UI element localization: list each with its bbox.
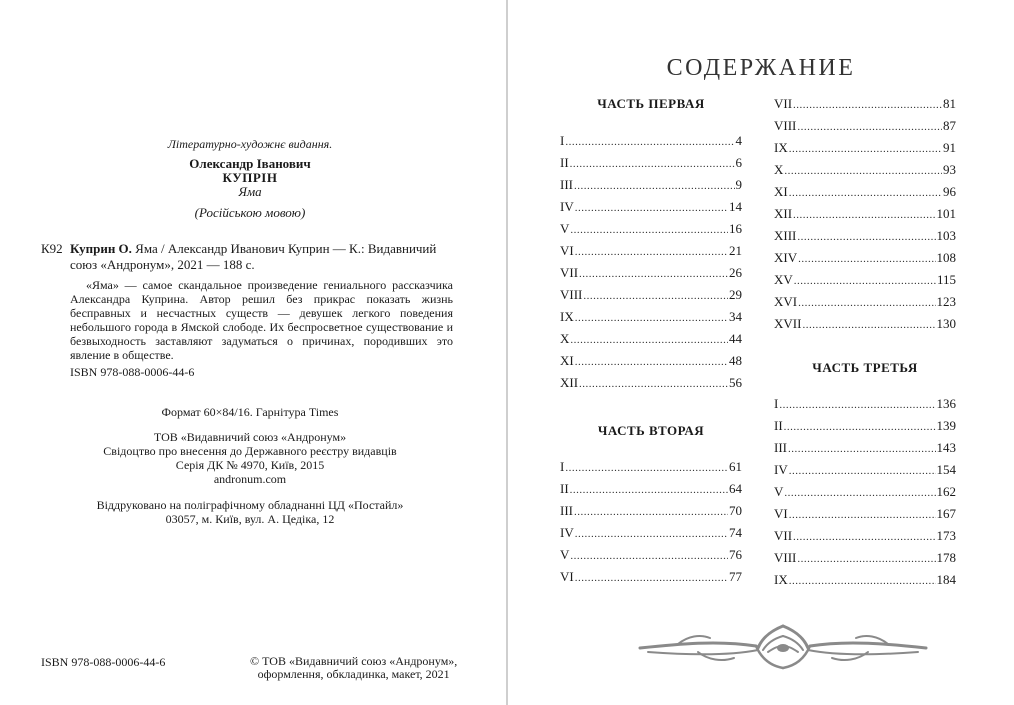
toc-entry (774, 225, 956, 247)
toc-entry (774, 159, 956, 181)
dot-leader (570, 479, 728, 501)
toc-entry (560, 544, 742, 566)
page-number: 6 (735, 155, 742, 170)
page-number: 74 (729, 525, 742, 540)
page-number: 139 (936, 418, 956, 433)
page-number: 76 (729, 547, 742, 562)
chapter-number: VI (774, 506, 788, 521)
dot-leader (797, 116, 942, 138)
dot-leader (565, 131, 734, 153)
toc-entry (774, 525, 956, 547)
genre-line: Літературно-художнє видання. (167, 137, 333, 151)
page-number: 91 (943, 140, 956, 155)
dot-leader (570, 219, 728, 241)
dot-leader (789, 138, 942, 160)
publisher-website: andronum.com (213, 472, 287, 486)
dot-leader (797, 548, 935, 570)
chapter-number: XVII (774, 316, 802, 331)
format-line: Формат 60×84/16. Гарнітура Times (161, 405, 339, 419)
chapter-number: VII (560, 265, 579, 280)
toc-entry (560, 350, 742, 372)
toc-entry (774, 203, 956, 225)
chapter-number: IX (774, 140, 788, 155)
toc-entry (774, 137, 956, 159)
dot-leader (784, 160, 942, 182)
chapter-number: VII (774, 528, 793, 543)
book-title: Яма (238, 184, 262, 199)
toc-entry (774, 393, 956, 415)
toc-entry (774, 291, 956, 313)
dot-leader (794, 270, 936, 292)
publisher-block (60, 430, 440, 486)
copyright-line: оформлення, обкладинка, макет, 2021 (257, 667, 450, 681)
page-number: 130 (936, 316, 956, 331)
page-number: 26 (729, 265, 742, 280)
chapter-number: IV (774, 462, 788, 477)
page-number: 108 (936, 250, 956, 265)
chapter-number: X (774, 162, 784, 177)
page-number: 115 (936, 272, 956, 287)
toc-entry (774, 181, 956, 203)
chapter-number: VI (560, 569, 574, 584)
toc-entry (560, 566, 742, 588)
page-number: 16 (729, 221, 742, 236)
isbn-bottom: ISBN 978-088-0006-44-6 (41, 655, 166, 669)
book-annotation: «Яма» — самое скандальное произведение гениального рассказчика Александра Куприна. Автор решил без прикрас показать жизнь бесправных и несчастных существ — девушек легкого поведения небольшого города в Ямской слободе. Их беспросветное существование и безвыходность заставляют задуматься о причинах, породивших это явление в обществе. (70, 278, 453, 362)
part-one-title: ЧАСТЬ ПЕРВАЯ (597, 96, 705, 111)
chapter-number: XI (774, 184, 788, 199)
toc-entry (560, 196, 742, 218)
dot-leader (570, 545, 728, 567)
page-number: 87 (943, 118, 956, 133)
dot-leader (793, 526, 935, 548)
toc-entry (560, 372, 742, 394)
chapter-number: IX (560, 309, 574, 324)
chapter-number: XV (774, 272, 793, 287)
page-number: 123 (936, 294, 956, 309)
dot-leader (575, 523, 728, 545)
page-number: 48 (729, 353, 742, 368)
printer-line: Віддруковано на поліграфічному обладнанні ЦД «Постайл» (96, 498, 404, 512)
page-number: 14 (729, 199, 742, 214)
chapter-number: III (774, 440, 787, 455)
chapter-number: XII (560, 375, 579, 390)
chapter-number: I (774, 396, 779, 411)
part-three-title: ЧАСТЬ ТРЕТЬЯ (812, 360, 918, 375)
page-number: 34 (729, 309, 742, 324)
chapter-number: XI (560, 353, 574, 368)
page-number: 178 (936, 550, 956, 565)
page-number: 44 (729, 331, 742, 346)
page-number: 81 (943, 96, 956, 111)
dot-leader (575, 307, 728, 329)
page-number: 4 (735, 133, 742, 148)
flourish-ornament-icon (638, 622, 928, 672)
toc-entry (560, 262, 742, 284)
chapter-number: III (560, 177, 573, 192)
toc-entry (560, 478, 742, 500)
toc-entry (774, 459, 956, 481)
chapter-number: XIII (774, 228, 797, 243)
page-number: 154 (936, 462, 956, 477)
chapter-number: IX (774, 572, 788, 587)
dot-leader (570, 153, 735, 175)
chapter-number: VIII (774, 118, 797, 133)
chapter-number: II (560, 481, 569, 496)
toc-entry (560, 174, 742, 196)
bibliographic-record (70, 241, 452, 273)
page-number: 29 (729, 287, 742, 302)
dot-leader (575, 351, 728, 373)
toc-entry (560, 130, 742, 152)
dot-leader (789, 460, 936, 482)
printer-block (60, 498, 440, 526)
toc-entry (774, 115, 956, 137)
ornament-center-dot (777, 644, 789, 652)
page-number: 103 (936, 228, 956, 243)
dot-leader (565, 457, 728, 479)
chapter-number: III (560, 503, 573, 518)
toc-entry (774, 269, 956, 291)
chapter-number: V (560, 547, 570, 562)
bibliographic-text: Яма / Александр Иванович Куприн — К.: Видавничий союз «Андронум», 2021 — 188 с. (70, 241, 437, 272)
toc-entry (560, 328, 742, 350)
dot-leader (789, 570, 936, 592)
toc-entry (560, 240, 742, 262)
page-number: 162 (936, 484, 956, 499)
dot-leader (575, 241, 728, 263)
chapter-number: I (560, 459, 565, 474)
dot-leader (570, 329, 728, 351)
chapter-number: XVI (774, 294, 798, 309)
dot-leader (798, 292, 935, 314)
toc-entry (774, 415, 956, 437)
dot-leader (575, 567, 728, 589)
chapter-number: IV (560, 525, 574, 540)
toc-entry (774, 437, 956, 459)
page-number: 21 (729, 243, 742, 258)
chapter-number: IV (560, 199, 574, 214)
author-name: Олександр Іванович (189, 156, 311, 171)
toc-entry (774, 547, 956, 569)
toc-entry (560, 522, 742, 544)
toc-entry (560, 456, 742, 478)
toc-entry (774, 481, 956, 503)
chapter-number: XII (774, 206, 793, 221)
dot-leader (574, 175, 735, 197)
toc-entry (774, 503, 956, 525)
isbn-line: ISBN 978-088-0006-44-6 (70, 365, 195, 379)
page-number: 70 (729, 503, 742, 518)
page-number: 9 (735, 177, 742, 192)
imprint-page (0, 0, 506, 705)
page-number: 96 (943, 184, 956, 199)
page-number: 143 (936, 440, 956, 455)
chapter-number: X (560, 331, 570, 346)
page-number: 64 (729, 481, 742, 496)
page-number: 93 (943, 162, 956, 177)
chapter-number: V (774, 484, 784, 499)
dot-leader (798, 248, 935, 270)
publisher-line: Серія ДК № 4970, Київ, 2015 (175, 458, 325, 472)
dot-leader (793, 204, 935, 226)
chapter-number: XIV (774, 250, 798, 265)
chapter-number: VIII (774, 550, 797, 565)
toc-entry (560, 218, 742, 240)
chapter-number: II (774, 418, 783, 433)
part-two-list-continued (774, 93, 956, 335)
dot-leader (579, 373, 728, 395)
page-number: 173 (936, 528, 956, 543)
dot-leader (574, 501, 728, 523)
chapter-number: V (560, 221, 570, 236)
chapter-number: VIII (560, 287, 583, 302)
contents-page (508, 0, 1014, 705)
chapter-number: VII (774, 96, 793, 111)
publisher-line: ТОВ «Видавничий союз «Андронум» (153, 430, 347, 444)
dot-leader (779, 394, 935, 416)
toc-entry (560, 306, 742, 328)
dot-leader (793, 94, 942, 116)
bibliographic-lead: Куприн О. (70, 241, 132, 256)
dot-leader (789, 504, 936, 526)
toc-entry (774, 313, 956, 335)
bibliographic-code: К92 (41, 241, 63, 256)
dot-leader (784, 416, 936, 438)
page-number: 77 (729, 569, 742, 584)
page-number: 136 (936, 396, 956, 411)
printer-line: 03057, м. Київ, вул. А. Цедіка, 12 (165, 512, 335, 526)
part-two-list (560, 456, 742, 588)
page-number: 101 (936, 206, 956, 221)
toc-entry (774, 569, 956, 591)
copyright-notice (250, 655, 457, 681)
dot-leader (575, 197, 728, 219)
page-number: 167 (936, 506, 956, 521)
author-surname: КУПРІН (222, 170, 278, 185)
toc-entry (774, 247, 956, 269)
page-number: 61 (729, 459, 742, 474)
part-three-list (774, 393, 956, 591)
chapter-number: VI (560, 243, 574, 258)
dot-leader (788, 438, 936, 460)
toc-entry (560, 152, 742, 174)
dot-leader (789, 182, 942, 204)
dot-leader (797, 226, 935, 248)
language-note: (Російською мовою) (194, 205, 306, 220)
toc-entry (560, 284, 742, 306)
dot-leader (802, 314, 935, 336)
dot-leader (579, 263, 728, 285)
toc-entry (774, 93, 956, 115)
dot-leader (784, 482, 935, 504)
part-two-title: ЧАСТЬ ВТОРАЯ (597, 423, 705, 438)
chapter-number: I (560, 133, 565, 148)
copyright-line: © ТОВ «Видавничий союз «Андронум», (250, 654, 458, 668)
chapter-number: II (560, 155, 569, 170)
part-one-list (560, 130, 742, 394)
page-number: 56 (729, 375, 742, 390)
toc-entry (560, 500, 742, 522)
contents-title: СОДЕРЖАНИЕ (666, 55, 856, 81)
publisher-line: Свідоцтво про внесення до Державного реєстру видавців (103, 444, 397, 458)
page-number: 184 (936, 572, 956, 587)
dot-leader (583, 285, 728, 307)
